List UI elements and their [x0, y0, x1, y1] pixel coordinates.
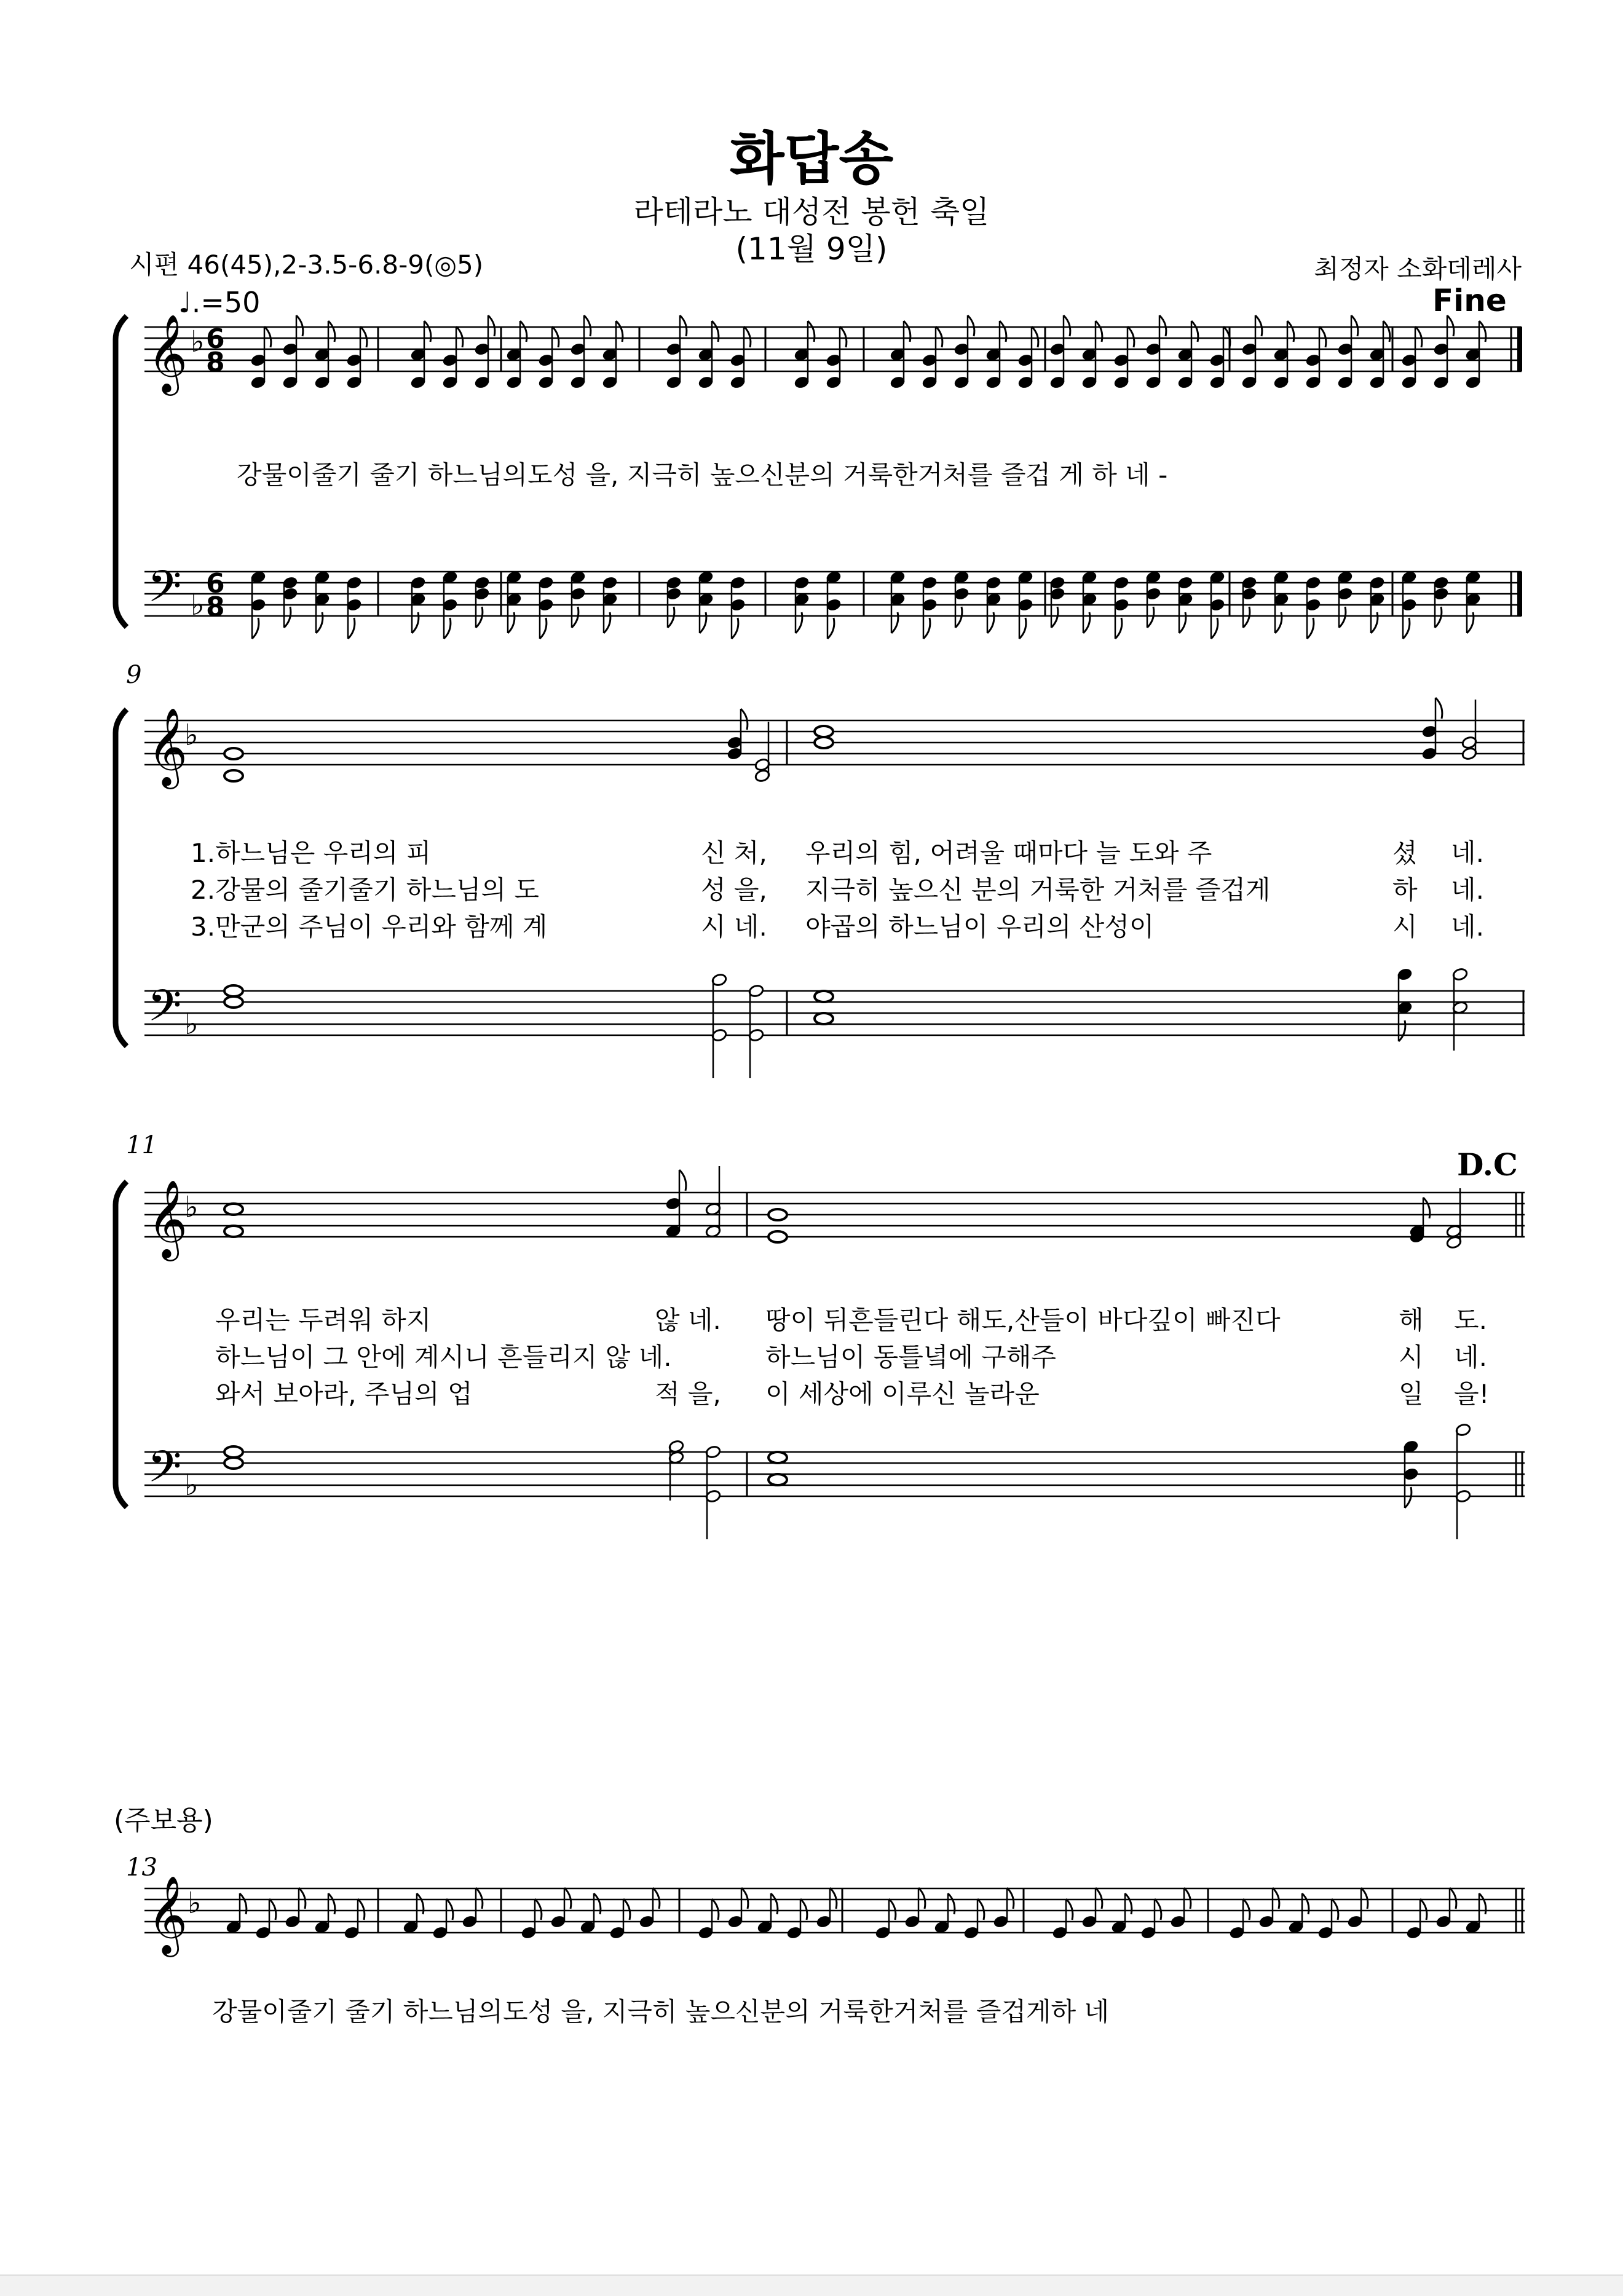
flat-icon: ♭: [184, 1468, 199, 1502]
note-flag: [264, 326, 271, 347]
note-flag: [488, 315, 495, 336]
whole-note: [768, 1231, 787, 1242]
note-flag: [1147, 607, 1154, 628]
note-flag: [741, 709, 748, 730]
whole-note: [224, 1204, 243, 1215]
note-flag: [446, 1899, 453, 1920]
note-flag: [732, 618, 738, 639]
note-flag: [284, 607, 291, 628]
note-flag: [889, 1899, 896, 1920]
whole-note: [768, 1209, 787, 1220]
time-signature-bottom: 8: [206, 591, 225, 623]
flat-icon: ♭: [184, 1007, 199, 1041]
note-flag: [800, 1899, 807, 1920]
composer-name: 최정자 소화데레사: [1314, 254, 1522, 284]
note-flag: [968, 315, 974, 336]
note-flag: [1243, 1899, 1250, 1920]
verse-1-mid: 않 네.: [655, 1305, 721, 1335]
verse-1-start: 1.하느님은 우리의 피: [191, 838, 432, 868]
tempo-marking: ♩.=50: [178, 286, 261, 319]
note-flag: [1332, 1899, 1338, 1920]
note-flag: [444, 618, 451, 639]
whole-note: [224, 748, 243, 759]
note-flag: [296, 315, 303, 336]
verse-1-end-a: 해: [1399, 1305, 1424, 1335]
note-flag: [456, 326, 463, 347]
note-flag: [1361, 1888, 1368, 1909]
note-flag: [358, 1899, 365, 1920]
whole-note: [815, 737, 833, 748]
bass-clef-icon: 𝄢: [148, 980, 182, 1042]
whole-note: [815, 1013, 833, 1024]
system-bracket: [116, 709, 127, 1046]
clefs: [148, 314, 225, 1957]
verse-2-tail: 지극히 높으신 분의 거룩한 거처를 즐겁게: [805, 875, 1271, 905]
verse-3-start: 3.만군의 주님이 우리와 함께 계: [191, 912, 548, 942]
verse-3-end-b: 을!: [1454, 1379, 1490, 1409]
note-flag: [936, 326, 942, 347]
verse-2-end-b: 네.: [1454, 1342, 1487, 1372]
verse-2-mid: 성 을,: [701, 875, 767, 905]
note-flag: [1127, 326, 1134, 347]
note-flag: [668, 607, 674, 628]
note-flag: [1019, 618, 1026, 639]
note-flag: [1415, 326, 1422, 347]
feast-date: (11월 9일): [735, 231, 888, 267]
note-flag: [977, 1899, 984, 1920]
note-flag: [827, 618, 834, 639]
page-subtitle: 라테라노 대성전 봉헌 축일: [633, 194, 990, 230]
dc-marking: D.C: [1457, 1146, 1518, 1183]
note-flag: [584, 315, 591, 336]
staff-lines: [144, 327, 1525, 1933]
verse-3-tail: 야곱의 하느님이 우리의 산성이: [805, 912, 1155, 942]
psalm-reference: 시편 46(45),2-3.5-6.8-9(◎5): [129, 250, 484, 280]
treble-clef-icon: 𝄞: [148, 707, 188, 786]
verse-1-start: 우리는 두려워 하지: [215, 1305, 432, 1335]
verse-2-start: 하느님이 그 안에 계시니 흔들리지 않 네.: [215, 1342, 672, 1372]
note-flag: [1255, 315, 1262, 336]
system-bracket: [116, 1182, 127, 1507]
note-flag: [1211, 618, 1218, 639]
time-signature-top: 6: [206, 568, 225, 599]
note-flag: [1435, 607, 1442, 628]
measure-number-9: 9: [126, 661, 142, 689]
note-flag: [1051, 607, 1058, 628]
note-flag: [1403, 618, 1410, 639]
bulletin-label: (주보용): [114, 1805, 213, 1836]
whole-note: [224, 996, 243, 1008]
verse-2-end-a: 하: [1392, 875, 1418, 905]
treble-clef-icon: 𝄞: [148, 1179, 188, 1258]
whole-note: [224, 1226, 243, 1237]
note-flag: [572, 607, 579, 628]
note-flag: [552, 326, 559, 347]
flat-icon: ♭: [191, 588, 205, 622]
page-bottom-bar: [0, 2274, 1623, 2296]
note-flag: [955, 607, 962, 628]
flat-icon: ♭: [184, 1190, 199, 1225]
note-flag: [653, 1888, 660, 1909]
note-flag: [476, 1888, 483, 1909]
verse-2-end-b: 네.: [1451, 875, 1484, 905]
system-bracket: [116, 316, 127, 627]
note-flag: [830, 1888, 837, 1909]
fine-marking: Fine: [1432, 283, 1507, 318]
verse-3-start: 와서 보아라, 주님의 업: [215, 1379, 473, 1409]
note-flag: [1243, 607, 1250, 628]
notes: [224, 315, 1486, 1939]
note-flag: [1339, 607, 1346, 628]
note-flag: [269, 1899, 276, 1920]
flat-icon: ♭: [188, 1886, 202, 1920]
verse-3-tail: 이 세상에 이루신 놀라운: [765, 1379, 1040, 1409]
verse-3-end-a: 시: [1392, 912, 1418, 942]
note-flag: [360, 326, 367, 347]
system-brackets: [116, 316, 127, 1507]
flat-icon: ♭: [184, 718, 199, 752]
verse-3-end-b: 네.: [1451, 912, 1484, 942]
note-flag: [1447, 315, 1454, 336]
verse-2-end-a: 시: [1399, 1342, 1424, 1372]
system1-lyric: 강물이줄기 줄기 하느님의도성 을, 지극히 높으신분의 거룩한거처를 즐겁 게 하 네 -: [237, 460, 1168, 490]
note-flag: [1096, 1888, 1102, 1909]
note-flag: [564, 1888, 571, 1909]
note-flag: [679, 1170, 686, 1191]
note-flag: [744, 326, 751, 347]
note-flag: [840, 326, 847, 347]
note-flag: [1307, 618, 1314, 639]
note-flag: [535, 1899, 542, 1920]
whole-note: [768, 1452, 787, 1463]
verse-1-end-a: 셨: [1392, 838, 1418, 868]
verse-1-tail: 우리의 힘, 어려울 때마다 늘 도와 주: [805, 838, 1212, 868]
note-flag: [1066, 1899, 1073, 1920]
note-flag: [1420, 1899, 1427, 1920]
whole-note: [815, 726, 833, 737]
whole-note: [224, 1458, 243, 1469]
note-flag: [252, 618, 259, 639]
bass-clef-icon: 𝄢: [148, 561, 182, 623]
whole-note: [224, 985, 243, 996]
verse-3-mid: 시 네.: [701, 912, 767, 942]
note-flag: [923, 618, 930, 639]
treble-clef-icon: 𝄞: [148, 1875, 188, 1954]
verse-1-end-b: 네.: [1451, 838, 1484, 868]
note-flag: [1273, 1888, 1279, 1909]
note-flag: [712, 1899, 719, 1920]
whole-note: [815, 991, 833, 1002]
verse-2-tail: 하느님이 동틀녘에 구해주: [765, 1342, 1056, 1372]
verse-2-start: 2.강물의 줄기줄기 하느님의 도: [191, 875, 539, 905]
measure-number-11: 11: [126, 1131, 157, 1159]
bass-clef-icon: 𝄢: [148, 1442, 182, 1503]
verse-1-mid: 신 처,: [701, 838, 767, 868]
note-flag: [1319, 326, 1326, 347]
verse-1-tail: 땅이 뒤흔들린다 해도,산들이 바다깊이 빠진다: [765, 1305, 1281, 1335]
note-flag: [540, 618, 547, 639]
note-flag: [1032, 326, 1038, 347]
whole-note: [768, 1474, 787, 1485]
barlines: [378, 327, 1523, 1933]
flat-icon: ♭: [191, 325, 205, 359]
note-flag: [1405, 1487, 1412, 1508]
bulletin-lyric: 강물이줄기 줄기 하느님의도성 을, 지극히 높으신분의 거룩한거처를 즐겁게하 네: [212, 1997, 1110, 2027]
note-flag: [1435, 698, 1442, 719]
note-flag: [1007, 1888, 1014, 1909]
note-flag: [918, 1888, 925, 1909]
note-flag: [1115, 618, 1122, 639]
note-flag: [299, 1888, 306, 1909]
note-flag: [1064, 315, 1070, 336]
note-flag: [1155, 1899, 1161, 1920]
note-flag: [741, 1888, 748, 1909]
note-flag: [348, 618, 355, 639]
note-flag: [1159, 315, 1166, 336]
note-flag: [1184, 1888, 1191, 1909]
whole-note: [224, 770, 243, 781]
note-flag: [476, 607, 483, 628]
verse-3-end-a: 일: [1399, 1379, 1424, 1409]
measure-number-13: 13: [126, 1853, 157, 1882]
page-title: 화답송: [729, 126, 894, 192]
note-flag: [623, 1899, 630, 1920]
whole-note: [224, 1446, 243, 1458]
time-signature-bottom: 8: [206, 347, 225, 378]
note-flag: [680, 315, 687, 336]
note-flag: [1450, 1888, 1456, 1909]
note-flag: [1351, 315, 1358, 336]
verse-3-mid: 적 을,: [655, 1379, 721, 1409]
time-signature-top: 6: [206, 323, 225, 355]
verse-1-end-b: 도.: [1454, 1305, 1487, 1335]
treble-clef-icon: 𝄞: [148, 314, 188, 392]
